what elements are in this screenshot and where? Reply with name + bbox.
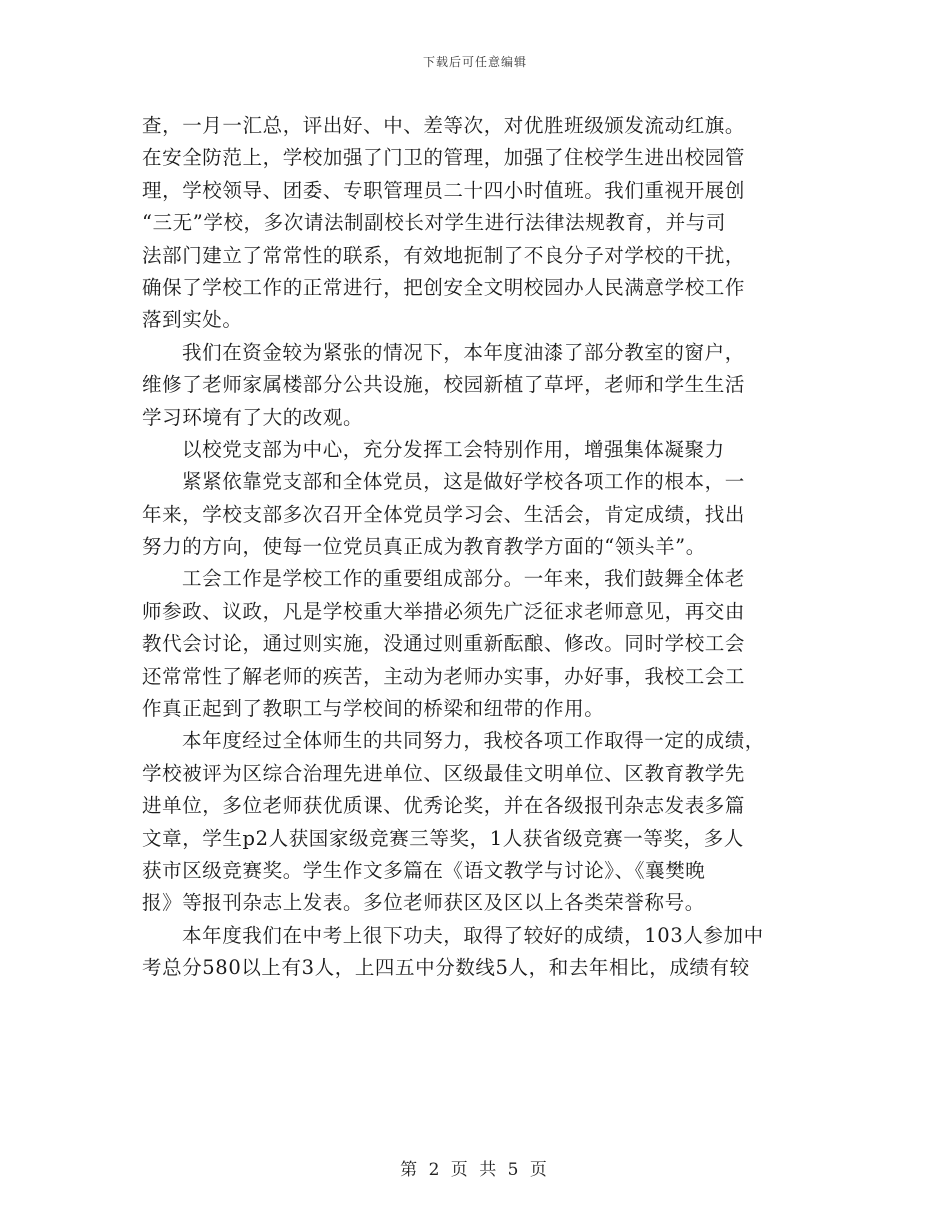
text-line: 理，学校领导、团委、专职管理员二十四小时值班。我们重视开展创 — [142, 178, 746, 202]
text-line: 教代会讨论，通过则实施，没通过则重新酝酿、修改。同时学校工会 — [142, 632, 746, 656]
text-line: 查，一月一汇总，评出好、中、差等次，对优胜班级颁发流动红旗。 — [142, 114, 746, 137]
text-line: 考总分580以上有3人，上四五中分数线5人，和去年相比，成绩有较 — [142, 956, 750, 980]
text-line: 学习环境有了大的改观。 — [142, 405, 364, 429]
text-line: 本年度经过全体师生的共同努力，我校各项工作取得一定的成绩， — [182, 729, 765, 753]
text-line: “三无”学校，多次请法制副校长对学生进行法律法规教育，并与司 — [142, 211, 726, 235]
text-line: 在安全防范上，学校加强了门卫的管理，加强了住校学生进出校园管 — [142, 146, 746, 170]
text-line: 获市区级竞赛奖。学生作文多篇在《语文教学与讨论》、《襄樊晚 — [142, 858, 706, 882]
text-line: 努力的方向，使每一位党员真正成为教育教学方面的“领头羊”。 — [142, 535, 706, 559]
text-line: 工会工作是学校工作的重要组成部分。一年来，我们鼓舞全体老 — [182, 567, 745, 591]
text-line: 报》等报刊杂志上发表。多位老师获区及区以上各类荣誉称号。 — [142, 891, 705, 915]
document-body — [142, 110, 812, 985]
text-line: 以校党支部为中心，充分发挥工会特别作用，增强集体凝聚力 — [182, 437, 725, 461]
text-line: 落到实处。 — [142, 308, 243, 332]
text-line: 我们在资金较为紧张的情况下，本年度油漆了部分教室的窗户， — [182, 340, 745, 364]
text-line: 法部门建立了常常性的联系，有效地扼制了不良分子对学校的干扰， — [142, 243, 746, 267]
page-header: 下载后可任意编辑 — [422, 55, 527, 69]
page-footer: 第 2 页 共 5 页 — [400, 1160, 550, 1180]
text-line: 维修了老师家属楼部分公共设施，校园新植了草坪，老师和学生生活 — [142, 373, 746, 397]
text-line: 还常常性了解老师的疾苦，主动为老师办实事，办好事，我校工会工 — [142, 664, 746, 688]
text-line: 学校被评为区综合治理先进单位、区级最佳文明单位、区教育教学先 — [142, 761, 746, 785]
text-line: 确保了学校工作的正常进行，把创安全文明校园办人民满意学校工作 — [142, 275, 746, 299]
text-line: 师参政、议政，凡是学校重大举措必须先广泛征求老师意见，再交由 — [142, 599, 746, 623]
text-line: 作真正起到了教职工与学校间的桥梁和纽带的作用。 — [142, 697, 605, 721]
text-line: 文章，学生p2人获国家级竞赛三等奖，1人获省级竞赛一等奖，多人 — [142, 826, 744, 850]
text-line: 年来，学校支部多次召开全体党员学习会、生活会，肯定成绩，找出 — [142, 502, 746, 526]
text-line: 进单位，多位老师获优质课、优秀论奖，并在各级报刊杂志发表多篇 — [142, 794, 746, 818]
text-line: 本年度我们在中考上很下功夫，取得了较好的成绩，103人参加中 — [182, 923, 764, 947]
text-line: 紧紧依靠党支部和全体党员，这是做好学校各项工作的根本，一 — [182, 470, 745, 494]
